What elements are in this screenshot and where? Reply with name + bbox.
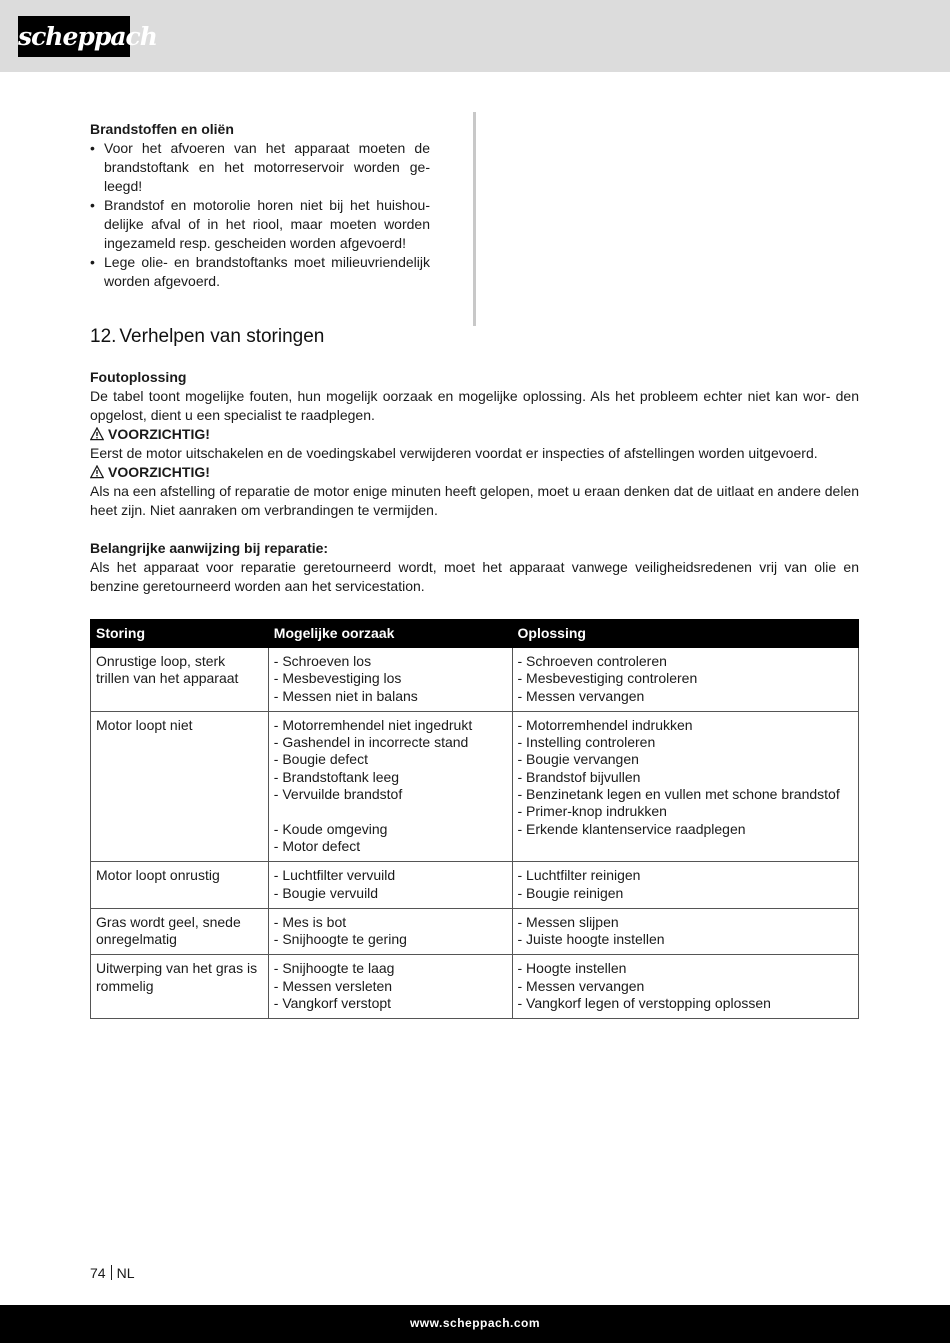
caution-label: VOORZICHTIG! xyxy=(108,464,210,480)
solution-cell-line: - Juiste hoogte instellen xyxy=(517,931,665,948)
caution-text: Als na een afstelling of reparatie de motor enige minuten heeft gelopen, moet u eraan denken dat de uitlaat en andere delen heet zijn. Niet aanraken om verbrandingen te vermijden. xyxy=(90,483,859,518)
caution-heading xyxy=(90,425,859,444)
solution-cell-line: - Benzinetank legen en vullen met schone brandstof xyxy=(517,786,840,803)
disposal-section xyxy=(90,120,430,291)
solution-cell xyxy=(512,908,859,955)
solution-cell-line: - Luchtfilter reinigen xyxy=(517,867,641,884)
solution-cell-line: - Primer-knop indrukken xyxy=(517,803,667,820)
solution-cell-line: - Messen vervangen xyxy=(517,687,645,704)
page-number: 74 xyxy=(90,1265,106,1281)
solution-cell-line: - Motorremhendel indrukken xyxy=(517,716,693,733)
column-divider xyxy=(473,112,476,326)
fault-cell xyxy=(91,648,269,712)
cause-cell-line: - Motor defect xyxy=(273,837,361,854)
solution-cell-line: - Schroeven controleren xyxy=(517,653,667,669)
cause-cell-line xyxy=(274,803,507,820)
section-heading xyxy=(90,326,324,348)
caution-label: VOORZICHTIG! xyxy=(108,426,210,442)
brand-logo: scheppach xyxy=(18,16,130,57)
cause-cell-line: - Luchtfilter vervuild xyxy=(273,867,396,884)
disposal-bullet: • Voor het afvoeren van het apparaat moeten de brandstoftank en het motorreservoir worden ge- leegd! xyxy=(90,139,430,196)
fault-cell xyxy=(91,711,269,861)
column-header-cause: Mogelijke oorzaak xyxy=(268,620,512,648)
cause-cell-line: - Gashendel in incorrecte stand xyxy=(273,734,469,751)
section-title: Verhelpen van storingen xyxy=(119,326,325,347)
cause-cell xyxy=(268,648,512,712)
cause-cell-line: - Messen niet in balans xyxy=(273,687,418,704)
solution-cell xyxy=(512,648,859,712)
fault-cell-line: Gras wordt geel, snede xyxy=(96,913,241,930)
cause-cell-line: - Brandstoftank leeg xyxy=(273,768,400,785)
fault-cell-line: Motor loopt onrustig xyxy=(96,867,220,884)
solution-cell-line: - Bougie vervangen xyxy=(517,751,639,768)
disposal-title: Brandstoffen en oliën xyxy=(90,121,234,137)
cause-cell xyxy=(268,908,512,955)
fault-cell xyxy=(91,955,269,1019)
table-row xyxy=(91,862,859,909)
cause-cell-line: - Schroeven los xyxy=(273,653,372,669)
column-header-solution: Oplossing xyxy=(512,620,859,648)
footer-band xyxy=(0,1305,950,1343)
page-footer-label xyxy=(90,1265,134,1282)
solution-cell-line: - Bougie reinigen xyxy=(517,884,624,901)
troubleshooting-text xyxy=(90,368,859,596)
disposal-bullet: • Lege olie- en brandstoftanks moet milieuvriendelijk worden afgevoerd. xyxy=(90,253,430,291)
solution-cell-line: - Mesbevestiging controleren xyxy=(517,670,698,687)
fault-cell-line: Uitwerping van het gras is xyxy=(96,960,258,977)
fault-cell xyxy=(91,862,269,909)
caution-text: Eerst de motor uitschakelen en de voedingskabel verwijderen voordat er inspecties of afstellingen worden uitgevoerd. xyxy=(90,445,818,461)
solution-cell-line: - Instelling controleren xyxy=(517,734,656,751)
solution-cell-line: - Vangkorf legen of verstopping oplossen xyxy=(517,995,771,1012)
column-header-fault: Storing xyxy=(91,620,269,648)
cause-cell-line: - Mesbevestiging los xyxy=(273,670,402,687)
solution-cell xyxy=(512,862,859,909)
fault-cell xyxy=(91,908,269,955)
table-header-row xyxy=(91,620,859,648)
cause-cell-line: - Vangkorf verstopt xyxy=(273,995,392,1012)
fault-cell-line: onregelmatig xyxy=(96,931,177,948)
cause-cell-line: - Vervuilde brandstof xyxy=(273,786,403,803)
caution-heading xyxy=(90,463,859,482)
cause-cell-line: - Snijhoogte te laag xyxy=(273,960,395,977)
website-url: www.scheppach.com xyxy=(409,1316,541,1330)
fault-cell-line: Motor loopt niet xyxy=(96,716,193,733)
troubleshooting-subtitle: Foutoplossing xyxy=(90,369,187,385)
solution-cell-line: - Messen vervangen xyxy=(517,977,645,994)
cause-cell-line: - Motorremhendel niet ingedrukt xyxy=(273,716,473,733)
cause-cell xyxy=(268,711,512,861)
solution-cell xyxy=(512,955,859,1019)
table-row xyxy=(91,955,859,1019)
language-code: NL xyxy=(116,1265,135,1281)
cause-cell-line: - Bougie defect xyxy=(273,751,368,768)
warning-triangle-icon xyxy=(90,427,104,441)
cause-cell xyxy=(268,955,512,1019)
table-row xyxy=(91,908,859,955)
fault-cell-line: Onrustige loop, sterk xyxy=(96,653,226,669)
solution-cell-line: - Hoogte instellen xyxy=(517,960,627,977)
fault-cell-line: rommelig xyxy=(96,977,154,994)
table-body xyxy=(91,648,859,1019)
section-number: 12. xyxy=(90,326,117,347)
solution-cell xyxy=(512,711,859,861)
cause-cell xyxy=(268,862,512,909)
cause-cell-line: - Snijhoogte te gering xyxy=(273,931,407,948)
solution-cell-line: - Erkende klantenservice raadplegen xyxy=(517,820,746,837)
troubleshooting-table xyxy=(90,619,859,1019)
disposal-bullet: • Brandstof en motorolie horen niet bij het huishou- delijke afval of in het riool, maar moeten worden ingezameld resp. gescheiden worden afgevoerd! xyxy=(90,196,430,253)
fault-cell-line: trillen van het apparaat xyxy=(96,670,239,687)
repair-note-text: Als het apparaat voor reparatie geretourneerd wordt, moet het apparaat vanwege veiligheidsredenen vrij van olie en benzine geretourneerd worden aan het servicestation. xyxy=(90,559,859,594)
warning-triangle-icon xyxy=(90,465,104,479)
repair-note-title: Belangrijke aanwijzing bij reparatie: xyxy=(90,540,329,556)
cause-cell-line: - Mes is bot xyxy=(273,913,347,930)
solution-cell-line: - Messen slijpen xyxy=(517,913,619,930)
header-band xyxy=(0,0,950,72)
solution-cell-line: - Brandstof bijvullen xyxy=(517,768,641,785)
disposal-bullet-list xyxy=(90,139,430,291)
table-row xyxy=(91,648,859,712)
troubleshooting-intro: De tabel toont mogelijke fouten, hun mogelijk oorzaak en mogelijke oplossing. Als het probleem echter niet kan wor- den opgelost, dient u een specialist te raadplegen. xyxy=(90,388,859,423)
table-row xyxy=(91,711,859,861)
footer-separator xyxy=(111,1265,112,1280)
cause-cell-line: - Koude omgeving xyxy=(273,820,388,837)
cause-cell-line: - Bougie vervuild xyxy=(273,884,379,901)
cause-cell-line: - Messen versleten xyxy=(273,977,393,994)
